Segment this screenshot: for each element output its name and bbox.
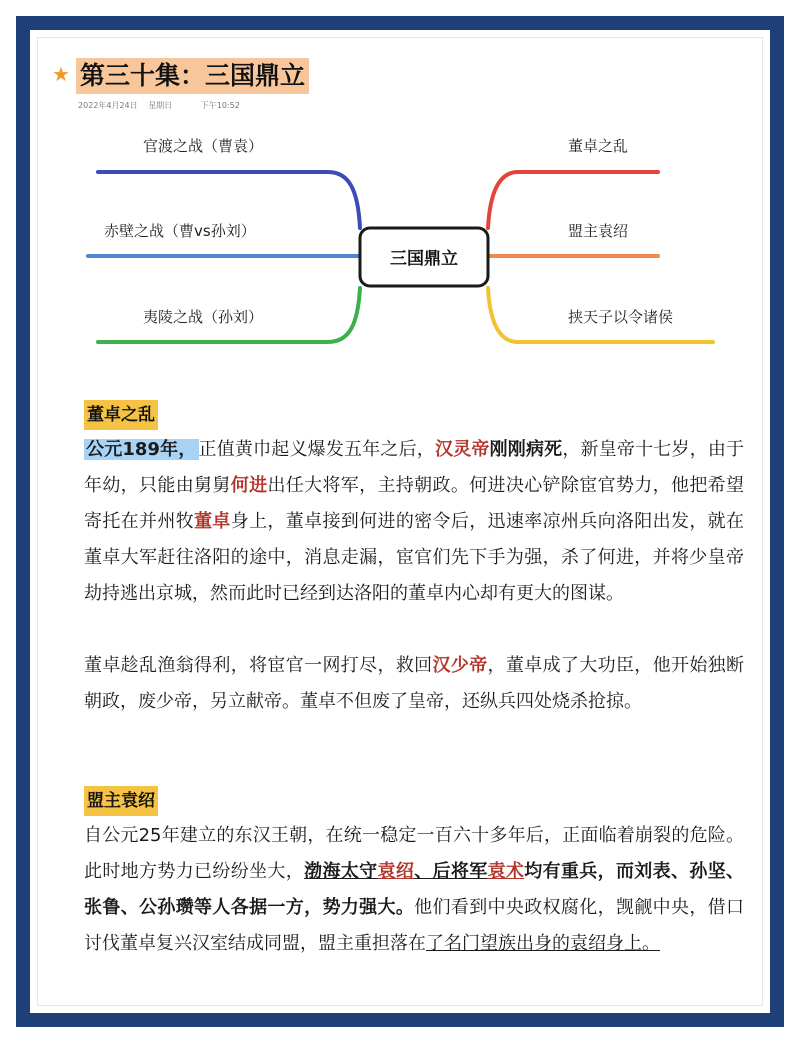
page-title: 第三十集：三国鼎立 <box>76 58 309 94</box>
star-icon: ★ <box>52 62 70 86</box>
branch-left-1 <box>98 172 360 228</box>
meta-date: 2022年4月24日 <box>78 101 138 110</box>
node-right-1: 董卓之乱 <box>568 137 629 155</box>
section-heading-dongzhuo: 董卓之乱 <box>84 400 158 430</box>
section-heading-yuanshao: 盟主袁绍 <box>84 786 158 816</box>
page-frame <box>16 16 784 1027</box>
branch-right-1 <box>488 172 658 228</box>
paragraph-dongzhuo-1: 公元189年， 正值黄巾起义爆发五年之后，汉灵帝刚刚病死，新皇帝十七岁，由于年幼，只能由舅舅何进出任大将军，主持朝政。何进决心铲除宦官势力，他把希望寄托在并州牧董卓身上，董卓接到何进的密令后，迅速率凉州兵向洛阳出发，就在董卓大军赶往洛阳的途中，消息走漏，宦官们先下手为强，杀了何进，并将少皇帝劫持逃出京城，然而此时已经到达洛阳的董卓内心却有更大的图谋。 <box>84 439 745 604</box>
mindmap <box>38 38 758 378</box>
note-paper <box>38 38 762 1005</box>
meta-time: 下午10:52 <box>200 101 240 110</box>
node-right-3: 挟天子以令诸侯 <box>568 308 674 326</box>
node-left-2: 赤壁之战（曹vs孙刘） <box>104 222 256 240</box>
node-right-2: 盟主袁绍 <box>568 222 629 240</box>
highlight-date: 公元189年， <box>86 439 197 460</box>
node-left-1: 官渡之战（曹袁） <box>143 137 264 155</box>
center-node-label: 三国鼎立 <box>390 249 458 269</box>
page-inner <box>30 30 770 1013</box>
paragraph-yuanshao: 自公元25年建立的东汉王朝，在统一稳定一百六十多年后，正面临着崩裂的危险。此时地方势力已纷纷坐大，渤海太守袁绍、后将军袁术均有重兵，而刘表、孙坚、张鲁、公孙瓒等人各据一方，势力强大。他们看到中央政权腐化，觊觎中央，借口讨伐董卓复兴汉室结成同盟，盟主重担落在了名门望族出身的袁绍身上。 <box>84 825 745 954</box>
meta-weekday: 星期日 <box>148 101 173 110</box>
node-left-3: 夷陵之战（孙刘） <box>143 308 264 326</box>
paragraph-dongzhuo-2: 董卓趁乱渔翁得利，将宦官一网打尽，救回汉少帝，董卓成了大功臣，他开始独断朝政，废少帝，另立献帝。董卓不但废了皇帝，还纵兵四处烧杀抢掠。 <box>84 655 745 712</box>
